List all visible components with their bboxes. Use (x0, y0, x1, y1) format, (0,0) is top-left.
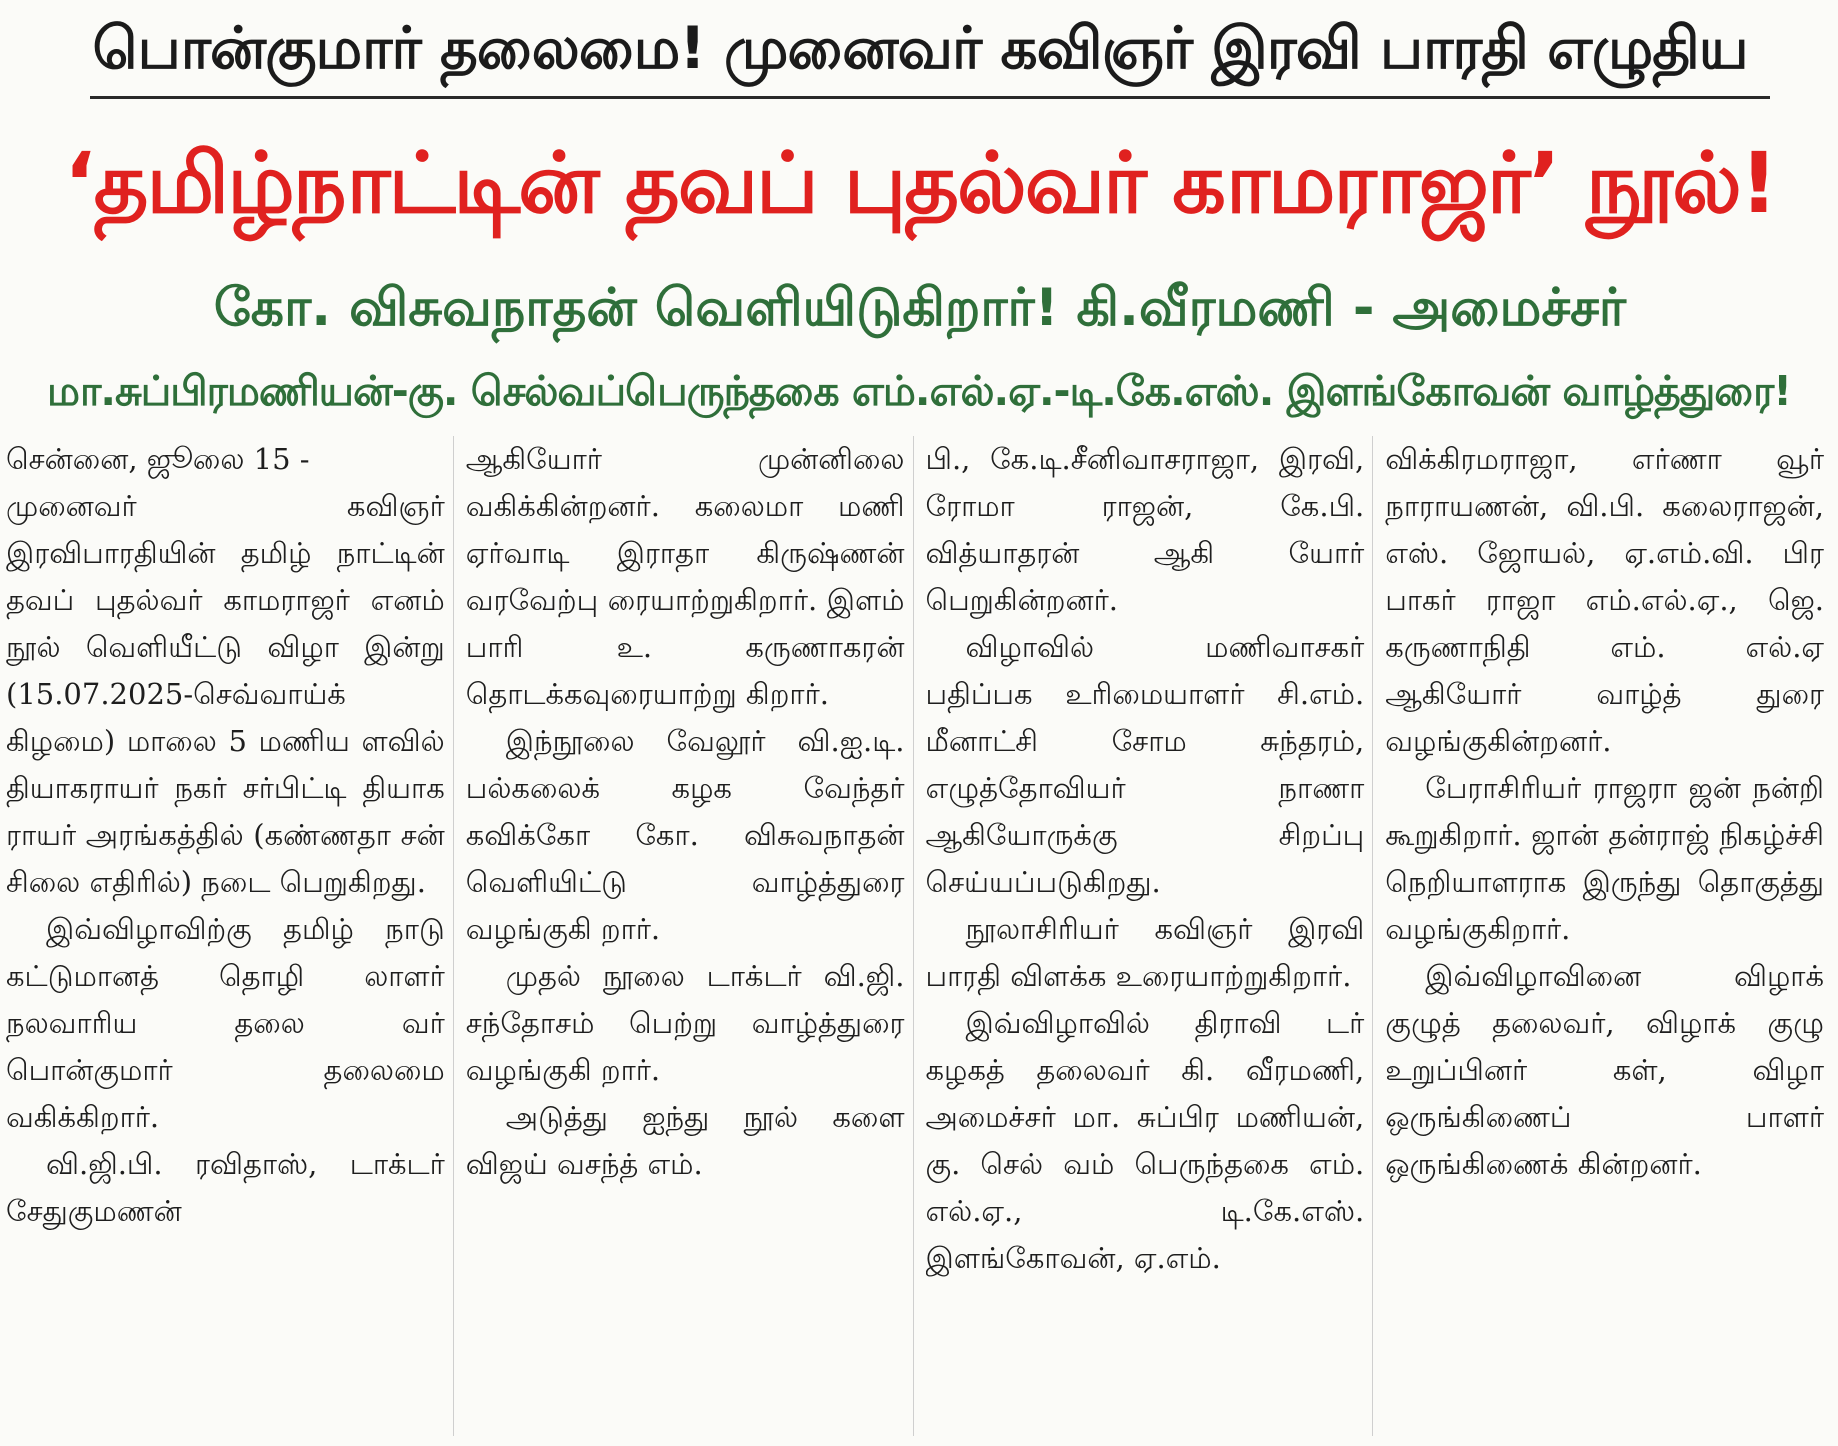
paragraph: முதல் நூலை டாக்டர் வி.ஜி. சந்தோசம் பெற்று வாழ்த்துரை வழங்குகி றார். (465, 959, 905, 1087)
article-body (6, 436, 1832, 1436)
paragraph: இவ்விழாவிற்கு தமிழ் நாடு கட்டுமானத் தொழி லாளர் நலவாரிய தலை வர் பொன்குமார் தலைமை வகிக்கிறார். (6, 912, 445, 1134)
paragraph: ஆகியோர் முன்னிலை வகிக்கின்றனர். கலைமா மணி ஏர்வாடி இராதா கிருஷ்ணன் வரவேற்பு ரையாற்றுகிறார். இளம் பாரி உ. கருணாகரன் தொடக்கவுரையாற்று கிறார். (465, 442, 905, 711)
paragraph: இந்நூலை வேலூர் வி.ஐ.டி. பல்கலைக் கழக வேந்தர் கவிக்கோ கோ. விசுவநாதன் வெளியிட்டு வாழ்த்துரை வழங்குகி றார். (465, 724, 905, 946)
paragraph: பி., கே.டி.சீனிவாசராஜா, இரவி, ரோமா ராஜன், கே.பி. வித்யாதரன் ஆகி யோர் பெறுகின்றனர். (925, 442, 1365, 617)
subheadline-line-2: மா.சுப்பிரமணியன்-கு. செல்வப்பெருந்தகை எம்.எல்.ஏ.-டி.கே.எஸ். இளங்கோவன் வாழ்த்துரை! (47, 367, 1791, 415)
headline: ‘தமிழ்நாட்டின் தவப் புதல்வர் காமராஜர்’ நூல்! (63, 134, 1777, 232)
paragraph: சென்னை, ஜூலை 15 - முனைவர் கவிஞர் இரவிபாரதியின் தமிழ் நாட்டின் தவப் புதல்வர் காமராஜர் எனம் நூல் வெளியீட்டு விழா இன்று (15.07.2025-செவ்வாய்க் கிழமை) மாலை 5 மணிய ளவில் தியாகராயர் நகர் சர்பிட்டி தியாக ராயர் அரங்கத்தில் (கண்ணதா சன் சிலை எதிரில்) நடை பெறுகிறது. (6, 442, 445, 899)
paragraph: இவ்விழாவில் திராவி டர் கழகத் தலைவர் கி. வீரமணி, அமைச்சர் மா. சுப்பிர மணியன், கு. செல் வம் பெருந்தகை எம். எல்.ஏ., டி.கே.எஸ். இளங்கோவன், ஏ.எம். (925, 1006, 1365, 1275)
paragraph: விக்கிரமராஜா, எர்ணா வூர் நாராயணன், வி.பி. கலைராஜன், எஸ். ஜோயல், ஏ.எம்.வி. பிர பாகர் ராஜா எம்.எல்.ஏ., ஜெ. கருணாநிதி எம். எல்.ஏ ஆகியோர் வாழ்த் துரை வழங்குகின்றனர். (1385, 442, 1824, 758)
paragraph: அடுத்து ஐந்து நூல் களை விஜய் வசந்த் எம். (465, 1100, 905, 1181)
paragraph: பேராசிரியர் ராஜரா ஜன் நன்றி கூறுகிறார். ஜான் தன்ராஜ் நிகழ்ச்சி நெறியாளராக இருந்து தொகுத்து வழங்குகிறார். (1385, 771, 1824, 946)
column-4 (1385, 436, 1832, 1436)
paragraph: நூலாசிரியர் கவிஞர் இரவி பாரதி விளக்க உரையாற்றுகிறார். (925, 912, 1365, 993)
paragraph: விழாவில் மணிவாசகர் பதிப்பக உரிமையாளர் சி.எம். மீனாட்சி சோம சுந்தரம், எழுத்தோவியர் நாணா ஆகியோருக்கு சிறப்பு செய்யப்படுகிறது. (925, 630, 1365, 899)
column-3 (926, 436, 1374, 1436)
column-1 (6, 436, 454, 1436)
kicker-divider (90, 96, 1770, 99)
kicker-line: பொன்குமார் தலைமை! முனைவர் கவிஞர் இரவி பாரதி எழுதிய (92, 14, 1748, 82)
paragraph: இவ்விழாவினை விழாக் குழுத் தலைவர், விழாக் குழு உறுப்பினர் கள், விழா ஒருங்கிணைப் பாளர் ஒருங்கிணைக் கின்றனர். (1385, 959, 1824, 1181)
subheadline-line-1: கோ. விசுவநாதன் வெளியிடுகிறார்! கி.வீரமணி - அமைச்சர் (213, 278, 1627, 338)
paragraph: வி.ஜி.பி. ரவிதாஸ், டாக்டர் சேதுகுமணன் (6, 1147, 445, 1228)
column-2 (466, 436, 914, 1436)
